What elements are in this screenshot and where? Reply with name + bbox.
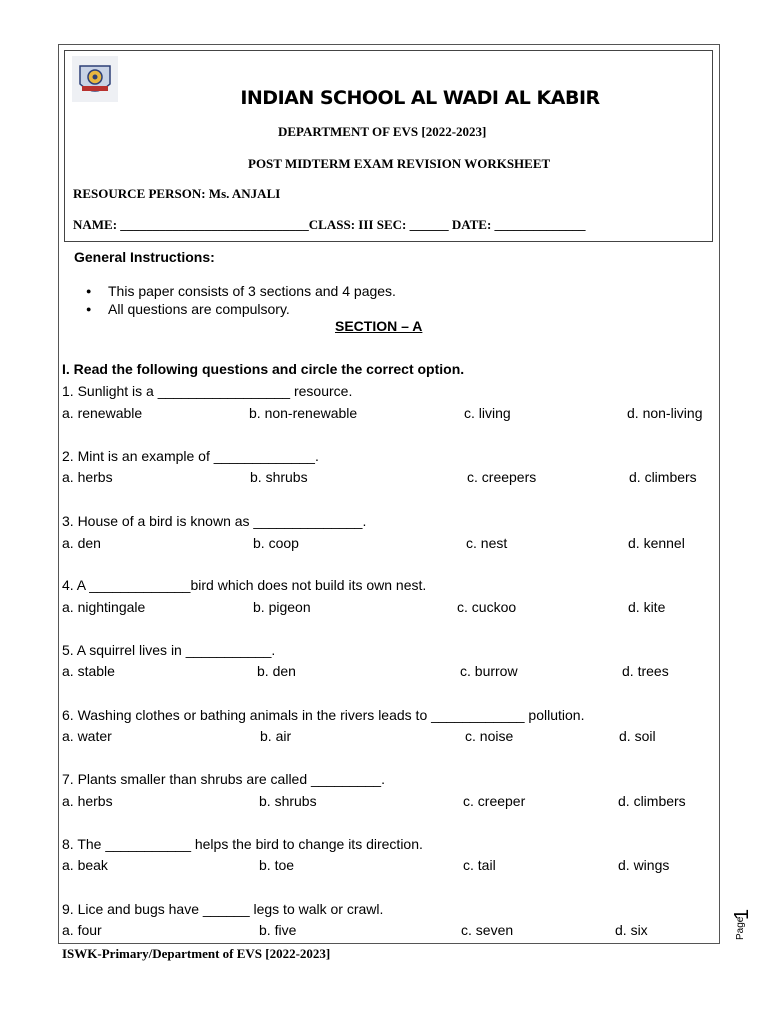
instruction-item: ● This paper consists of 3 sections and 4 pages. (108, 282, 396, 300)
option-d: d. wings (618, 857, 670, 873)
option-d: d. six (615, 922, 648, 938)
option-b: b. den (257, 663, 296, 679)
option-c: c. seven (461, 922, 514, 938)
option-c: c. cuckoo (457, 599, 517, 615)
option-b: b. air (260, 728, 292, 744)
option-d: d. kite (628, 599, 666, 615)
option-c: c. living (464, 405, 511, 421)
section-heading: SECTION – A (335, 318, 423, 334)
question-7: 7. Plants smaller than shrubs are called _________. (62, 771, 385, 787)
question-6: 6. Washing clothes or bathing animals in the rivers leads to ____________ pollution. (62, 707, 585, 723)
option-d: d. kennel (628, 535, 685, 551)
option-a: a. stable (62, 663, 115, 679)
question-5: 5. A squirrel lives in ___________. (62, 642, 276, 658)
option-a: a. water (62, 728, 112, 744)
option-a: a. renewable (62, 405, 143, 421)
option-d: d. trees (622, 663, 669, 679)
department-title: DEPARTMENT OF EVS [2022-2023] (278, 124, 487, 139)
header-box (64, 50, 713, 242)
question-8: 8. The ___________ helps the bird to change its direction. (62, 836, 423, 852)
option-d: d. soil (619, 728, 656, 744)
student-details-line: NAME: _____________________________CLASS: III SEC: ______ DATE: ______________ (73, 217, 586, 232)
option-a: a. den (62, 535, 101, 551)
option-a: a. nightingale (62, 599, 146, 615)
option-b: b. five (259, 922, 297, 938)
option-c: c. tail (463, 857, 496, 873)
option-a: a. four (62, 922, 102, 938)
question-9: 9. Lice and bugs have ______ legs to walk or crawl. (62, 901, 384, 917)
option-b: b. coop (253, 535, 299, 551)
option-b: b. non-renewable (249, 405, 358, 421)
question-1: 1. Sunlight is a _________________ resource. (62, 383, 353, 399)
option-b: b. toe (259, 857, 295, 873)
option-c: c. burrow (460, 663, 518, 679)
option-c: c. noise (465, 728, 514, 744)
page-number: 1 (731, 908, 753, 920)
option-d: d. climbers (629, 469, 697, 485)
resource-person: RESOURCE PERSON: Ms. ANJALI (73, 186, 281, 201)
option-c: c. creepers (467, 469, 537, 485)
option-b: b. pigeon (253, 599, 311, 615)
instructions-list (108, 282, 396, 318)
option-d: d. climbers (618, 793, 686, 809)
option-c: c. nest (466, 535, 508, 551)
option-d: d. non-living (627, 405, 703, 421)
school-name: INDIAN SCHOOL AL WADI AL KABIR (240, 87, 600, 109)
question-3: 3. House of a bird is known as ______________. (62, 513, 367, 529)
instructions-title: General Instructions: (74, 249, 215, 265)
page-word: Page (735, 916, 746, 940)
option-a: a. beak (62, 857, 108, 873)
page-number-label (727, 898, 767, 938)
question-4: 4. A _____________bird which does not build its own nest. (62, 577, 427, 593)
option-c: c. creeper (463, 793, 526, 809)
option-b: b. shrubs (259, 793, 317, 809)
worksheet-title: POST MIDTERM EXAM REVISION WORKSHEET (248, 156, 551, 171)
option-a: a. herbs (62, 469, 113, 485)
option-a: a. herbs (62, 793, 113, 809)
part-heading: I. Read the following questions and circle the correct option. (62, 361, 465, 377)
instruction-item: ● All questions are compulsory. (108, 300, 396, 318)
option-b: b. shrubs (250, 469, 308, 485)
question-2: 2. Mint is an example of _____________. (62, 448, 319, 464)
page-footer: ISWK-Primary/Department of EVS [2022-2023] (62, 946, 331, 961)
